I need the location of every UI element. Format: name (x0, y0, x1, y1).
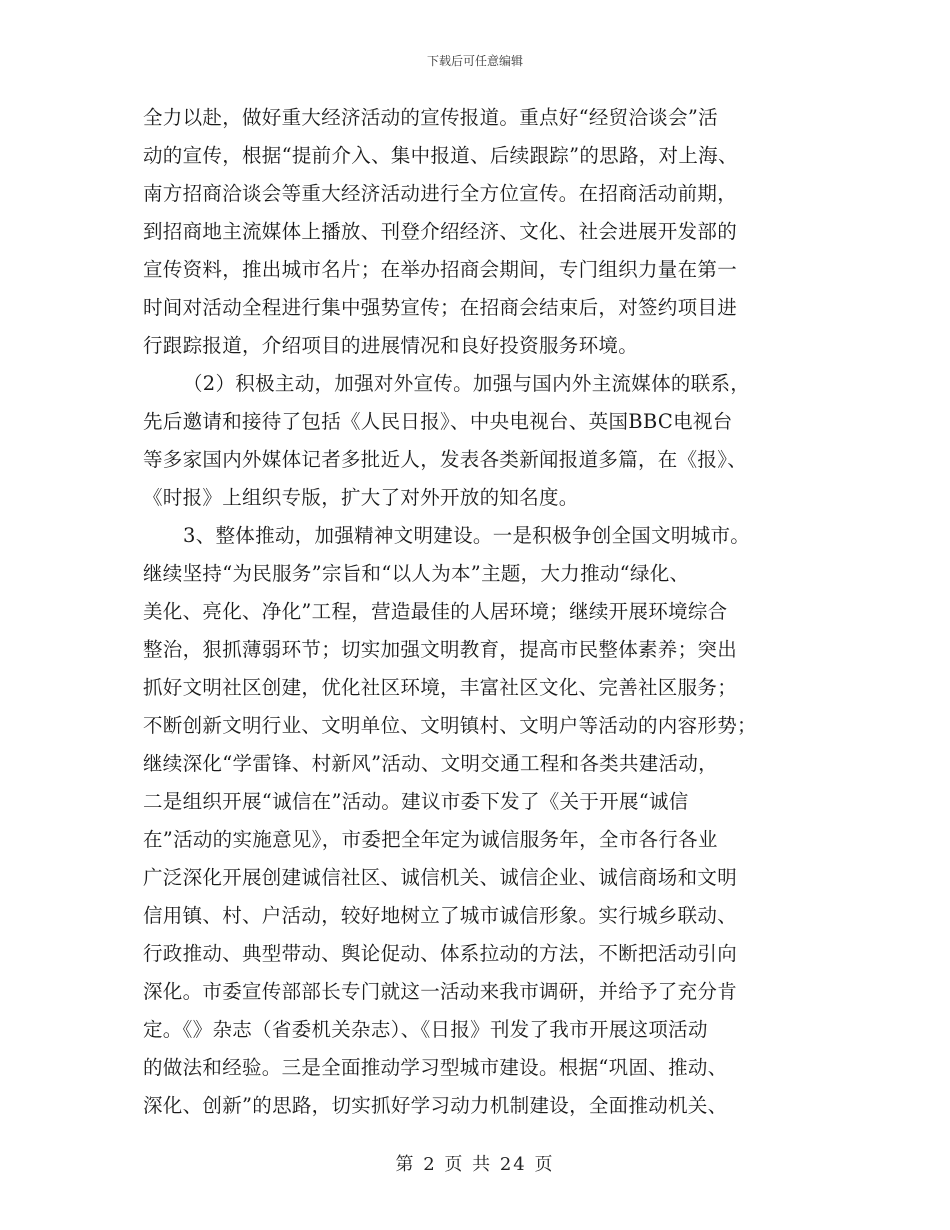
text-line: 整治，狠抓薄弱环节；切实加强文明教育，提高市民整体素养；突出 (143, 638, 738, 661)
text-line: 3、整体推动，加强精神文明建设。一是积极争创全国文明城市。 (183, 524, 751, 547)
text-line: 等多家国内外媒体记者多批近人，发表各类新闻报道多篇，在《报》、 (143, 448, 748, 471)
text-line: 南方招商洽谈会等重大经济活动进行全方位宣传。在招商活动前期， (143, 182, 738, 205)
text-line: 行政推动、典型带动、舆论促动、体系拉动的方法，不断把活动引向 (143, 942, 738, 965)
page-header: 下载后可任意编辑 (426, 54, 523, 68)
text-line: （2）积极主动，加强对外宣传。加强与国内外主流媒体的联系， (183, 372, 751, 395)
page-footer: 第 2 页 共 24 页 (395, 1154, 555, 1175)
text-line: 继续深化“学雷锋、村新风”活动、文明交通工程和各类共建活动， (143, 752, 718, 775)
text-line: 的做法和经验。三是全面推动学习型城市建设。根据“巩固、推动、 (143, 1056, 728, 1079)
text-line: 动的宣传，根据“提前介入、集中报道、后续跟踪”的思路，对上海、 (143, 144, 738, 167)
text-line: 定。《》杂志（省委机关杂志）、《日报》刊发了我市开展这项活动 (143, 1018, 708, 1041)
text-line: 深化。市委宣传部部长专门就这一活动来我市调研，并给予了充分肯 (143, 980, 738, 1003)
text-line: 在”活动的实施意见》，市委把全年定为诚信服务年，全市各行各业 (143, 828, 718, 851)
text-line: 二是组织开展“诚信在”活动。建议市委下发了《关于开展“诚信 (143, 790, 689, 813)
text-line: 广泛深化开展创建诚信社区、诚信机关、诚信企业、诚信商场和文明 (143, 866, 738, 889)
text-line: 《时报》上组织专版，扩大了对外开放的知名度。 (143, 486, 579, 509)
text-line: 美化、亮化、净化”工程，营造最佳的人居环境；继续开展环境综合 (143, 600, 728, 623)
text-line: 行跟踪报道，介绍项目的进展情况和良好投资服务环境。 (143, 334, 639, 357)
text-line: 到招商地主流媒体上播放、刊登介绍经济、文化、社会进展开发部的 (143, 220, 738, 243)
text-line: 时间对活动全程进行集中强势宣传；在招商会结束后，对签约项目进 (143, 296, 738, 319)
text-line: 全力以赴，做好重大经济活动的宣传报道。重点好“经贸洽谈会”活 (143, 106, 718, 129)
text-line: 不断创新文明行业、文明单位、文明镇村、文明户等活动的内容形势； (143, 714, 757, 737)
text-line: 宣传资料，推出城市名片；在举办招商会期间，专门组织力量在第一 (143, 258, 738, 281)
text-line: 抓好文明社区创建，优化社区环境，丰富社区文化、完善社区服务； (143, 676, 738, 699)
text-line: 先后邀请和接待了包括《人民日报》、中央电视台、英国BBC电视台 (143, 410, 733, 433)
text-line: 继续坚持“为民服务”宗旨和“以人为本”主题，大力推动“绿化、 (143, 562, 690, 585)
text-line: 信用镇、村、户活动，较好地树立了城市诚信形象。实行城乡联动、 (143, 904, 738, 927)
text-line: 深化、创新”的思路，切实抓好学习动力机制建设，全面推动机关、 (143, 1094, 728, 1117)
